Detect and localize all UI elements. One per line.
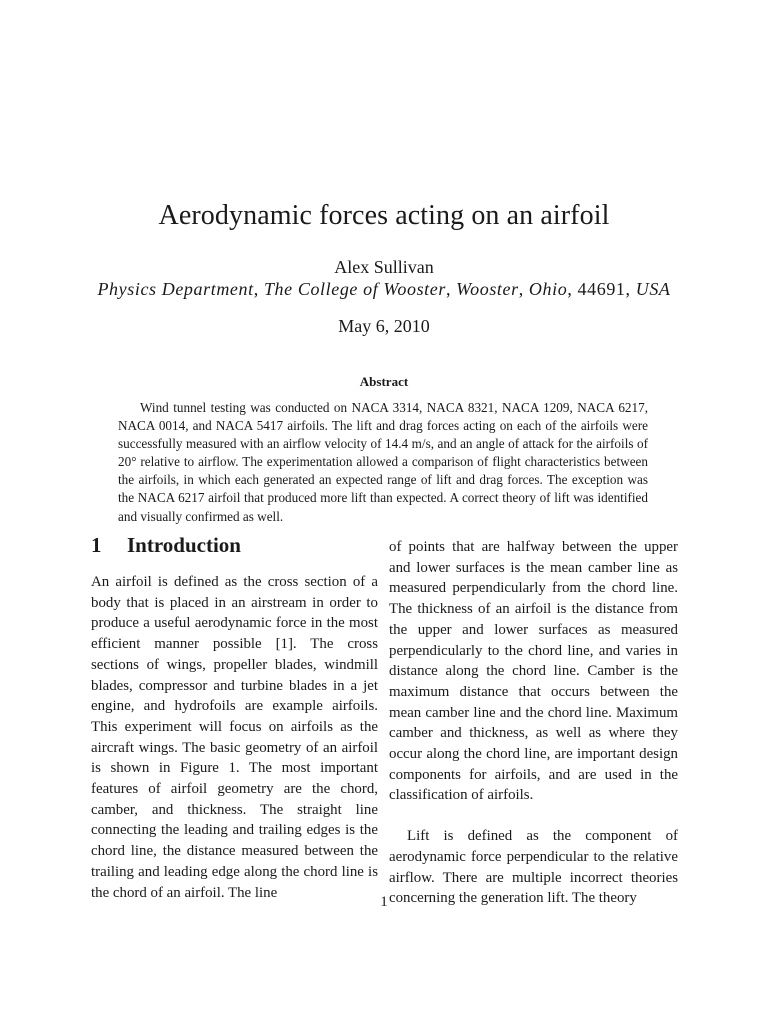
affiliation-state: Ohio (528, 279, 568, 299)
right-column (389, 537, 678, 909)
section-number: 1 (91, 533, 102, 557)
body-paragraph: of points that are halfway between the upper and lower surfaces is the mean camber line as measured perpendicularly from the chord line. The thickness of an airfoil is the distance from the upper and lower surfaces as measured perpendicularly to the chord line, and varies in distance along the chord line. Camber is the maximum distance that occurs between the mean camber line and the chord line. Maximum camber and thickness, as well as where they occur along the chord line, are important design components for airfoils, and are used in the classification of airfoils. (389, 539, 678, 804)
affiliation-city: Wooster (456, 279, 519, 299)
affiliation-zip: 44691 (577, 279, 626, 299)
author-name: Alex Sullivan (334, 257, 434, 277)
affiliation-college: The College of Wooster (263, 279, 446, 299)
section-heading (91, 532, 381, 558)
page-number: 1 (380, 894, 388, 910)
affiliation-department: Physics Department (97, 279, 254, 299)
affiliation-country: USA (635, 279, 671, 299)
body-paragraph: An airfoil is defined as the cross section of a body that is placed in an airstream in order to produce a useful aerodynamic force in the most efficient manner possible [1]. The cross sections of wings, propeller blades, windmill blades, compressor and turbine blades in a jet engine, and hydrofoils are example airfoils. This experiment will focus on airfoils as the aircraft wings. The basic geometry of an airfoil is shown in Figure 1. The most important features of airfoil geometry are the chord, camber, and thickness. The straight line connecting the leading and trailing edges is the chord line, the distance measured between the trailing and leading edge along the chord line is the chord of an airfoil. The line (91, 574, 378, 901)
author-affiliation: Physics Department, The College of Wooster, Wooster, Ohio, 44691, USA (97, 279, 671, 299)
body-paragraph: Lift is defined as the component of aerodynamic force perpendicular to the relative airflow. There are multiple incorrect theories concerning the generation lift. The theory (389, 828, 678, 907)
abstract-text: Wind tunnel testing was conducted on NACA 3314, NACA 8321, NACA 1209, NACA 6217, NACA 0014, and NACA 5417 airfoils. The lift and drag forces acting on each of the airfoils were successfully measured with an airflow velocity of 14.4 m/s, and an angle of attack for the airfoils of 20° relative to airflow. The experimentation allowed a comparison of flight characteristics between the airfoils, in which each generated an expected range of lift and drag forces. The exception was the NACA 6217 airfoil that produced more lift than expected. A correct theory of lift was identified and visually confirmed as well. (118, 400, 648, 524)
left-column (91, 572, 378, 903)
publication-date: May 6, 2010 (338, 316, 430, 336)
abstract-heading: Abstract (359, 374, 409, 389)
paper-title: Aerodynamic forces acting on an airfoil (158, 200, 610, 231)
section-title: Introduction (127, 533, 241, 557)
